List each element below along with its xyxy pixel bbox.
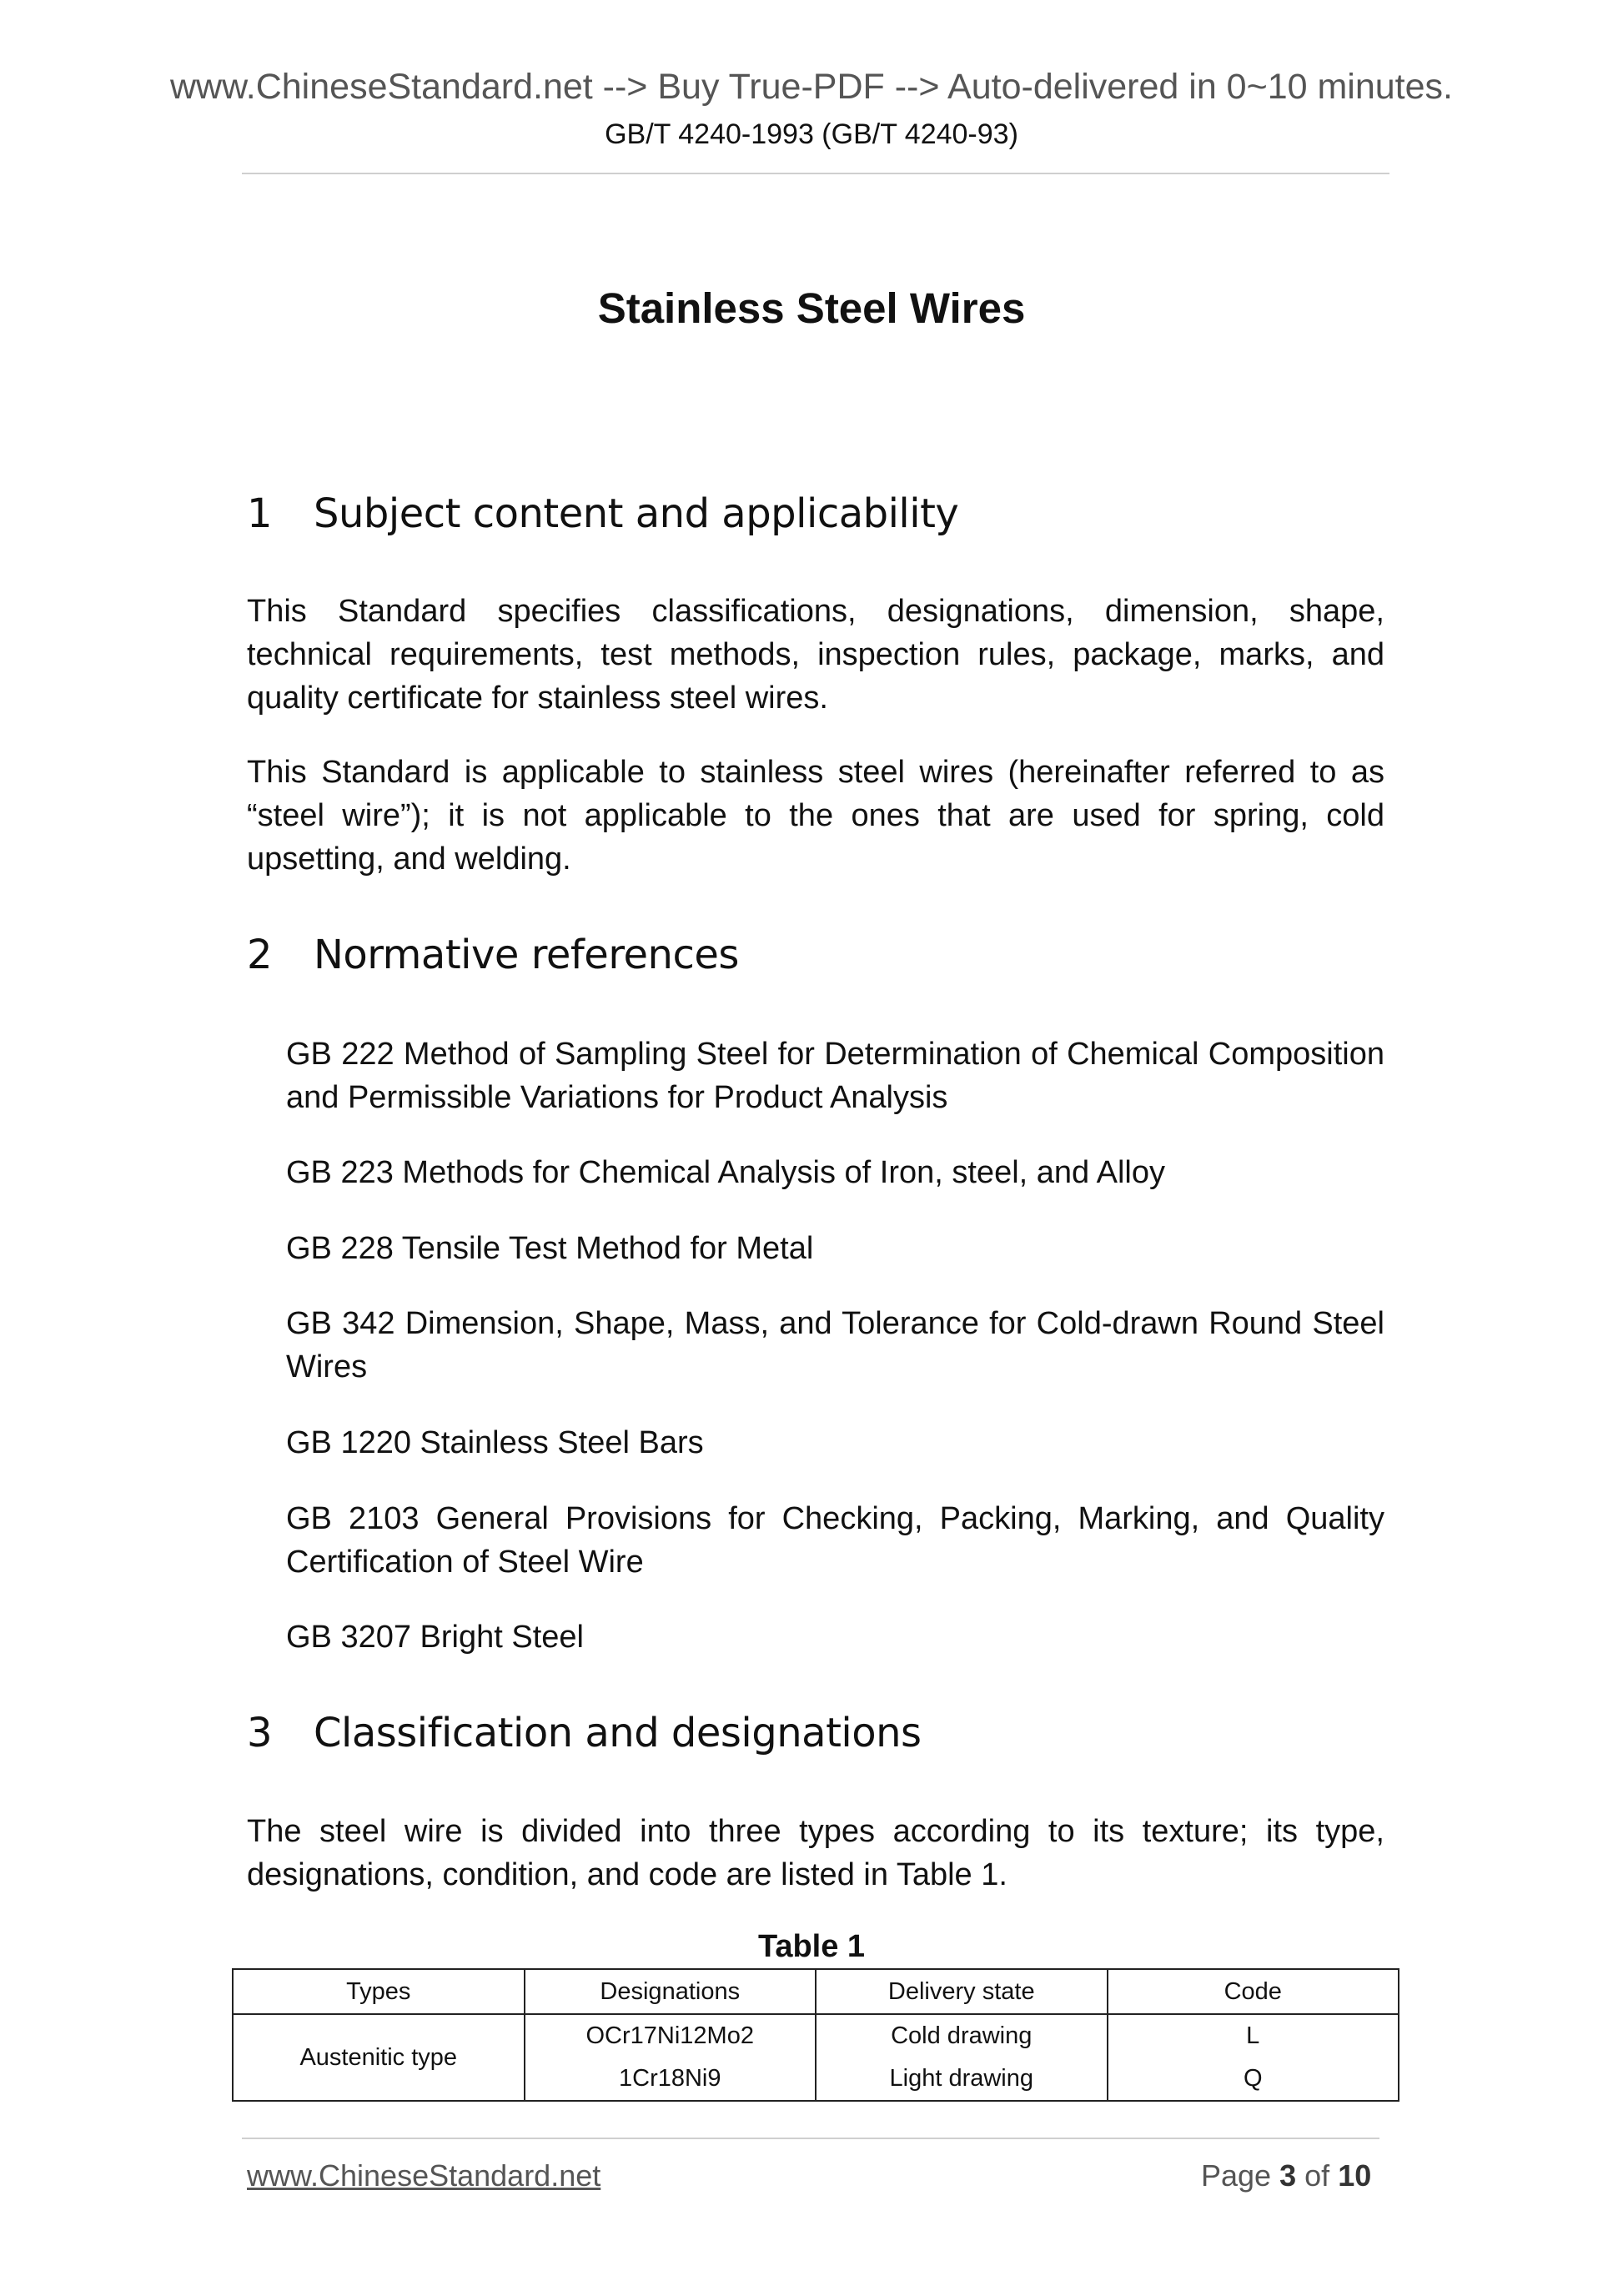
classification-table xyxy=(232,1968,1399,2102)
section-number: 2 xyxy=(247,932,273,978)
table-cell: L xyxy=(1108,2014,1399,2057)
paragraph: This Standard specifies classifications, designations, dimension, shape, technical requirements, test methods, inspection rules, package, marks, and quality certificate for stainless steel wires. xyxy=(247,594,1384,716)
table-header-row xyxy=(233,1969,1399,2014)
table-header-cell: Code xyxy=(1108,1969,1399,2014)
reference-item: GB 222 Method of Sampling Steel for Determination of Chemical Composition and Permissible Variations for Product Analysis xyxy=(286,1037,1384,1115)
standard-id: GB/T 4240-1993 (GB/T 4240-93) xyxy=(605,118,1018,150)
paragraph: This Standard is applicable to stainless steel wires (hereinafter referred to as “steel wire”); it is not applicable to the ones that are used for spring, cold upsetting, and welding. xyxy=(247,755,1384,877)
paragraph: The steel wire is divided into three types according to its texture; its type, designations, condition, and code are listed in Table 1. xyxy=(247,1814,1384,1892)
footer-divider xyxy=(242,2138,1379,2139)
section-title: Normative references xyxy=(314,932,739,978)
reference-item: GB 2103 General Provisions for Checking, Packing, Marking, and Quality Certification of Steel Wire xyxy=(286,1501,1384,1580)
page-total: 10 xyxy=(1338,2158,1372,2193)
table-row xyxy=(233,2014,1399,2057)
section-number: 3 xyxy=(247,1710,273,1756)
table-header-cell: Designations xyxy=(525,1969,817,2014)
table-cell-type: Austenitic type xyxy=(233,2014,525,2101)
reference-item: GB 228 Tensile Test Method for Metal xyxy=(286,1231,814,1266)
document-title: Stainless Steel Wires xyxy=(597,284,1026,332)
page-prefix: Page xyxy=(1201,2158,1272,2193)
page-indicator xyxy=(1201,2158,1371,2193)
reference-item: GB 1220 Stainless Steel Bars xyxy=(286,1425,704,1460)
section-number: 1 xyxy=(247,490,273,537)
header-divider xyxy=(242,173,1389,174)
table-header-cell: Types xyxy=(233,1969,525,2014)
reference-item: GB 223 Methods for Chemical Analysis of Iron, steel, and Alloy xyxy=(286,1155,1165,1190)
reference-item: GB 3207 Bright Steel xyxy=(286,1620,584,1655)
section-title: Subject content and applicability xyxy=(314,490,959,537)
section-2-heading xyxy=(247,932,739,978)
section-title: Classification and designations xyxy=(314,1710,922,1756)
table-cell: Q xyxy=(1108,2057,1399,2101)
table-cell: OCr17Ni12Mo2 xyxy=(525,2014,817,2057)
page-sep: of xyxy=(1304,2158,1330,2193)
table-cell: Cold drawing xyxy=(816,2014,1108,2057)
reference-item: GB 342 Dimension, Shape, Mass, and Tolerance for Cold-drawn Round Steel Wires xyxy=(286,1306,1384,1384)
header-banner: www.ChineseStandard.net --> Buy True-PDF --> Auto-delivered in 0~10 minutes. xyxy=(169,67,1453,107)
footer-site-link[interactable]: www.ChineseStandard.net xyxy=(247,2158,601,2193)
table-header-cell: Delivery state xyxy=(816,1969,1108,2014)
table-cell: 1Cr18Ni9 xyxy=(525,2057,817,2101)
section-1-heading xyxy=(247,490,958,537)
table-cell: Light drawing xyxy=(816,2057,1108,2101)
section-3-heading xyxy=(247,1710,922,1756)
page-current: 3 xyxy=(1279,2158,1297,2193)
table-caption: Table 1 xyxy=(757,1929,866,1964)
